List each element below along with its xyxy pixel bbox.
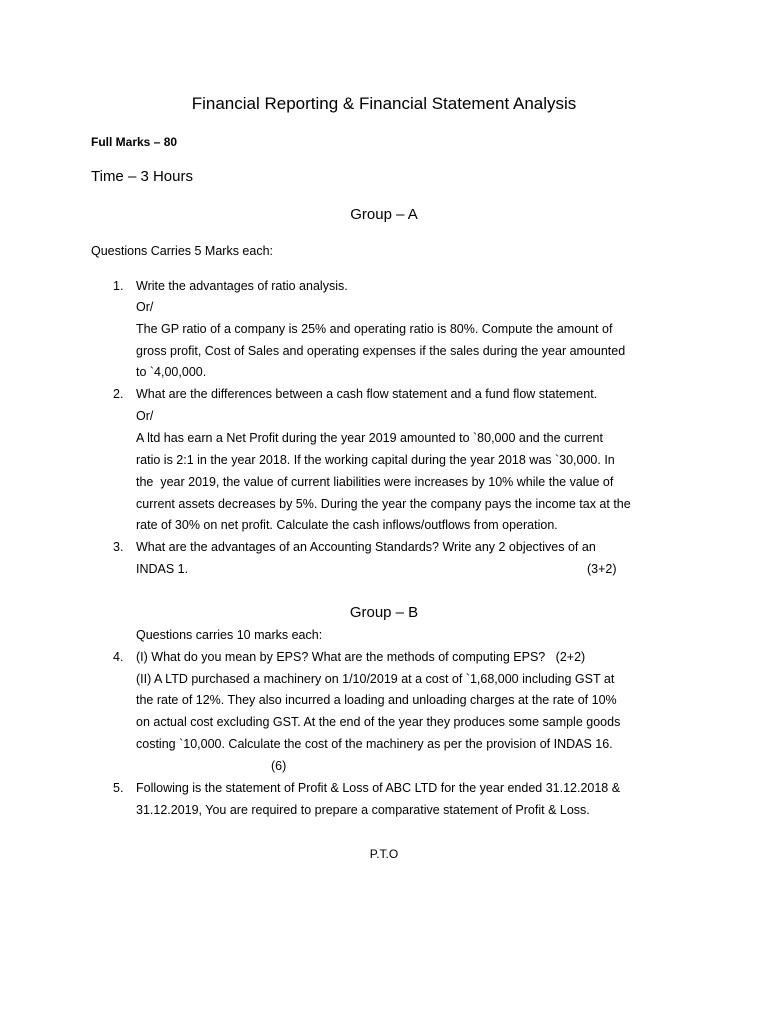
question-line: the rate of 12%. They also incurred a loading and unloading charges at the rate of 10% — [136, 693, 617, 707]
question-number-4: 4. — [113, 650, 124, 664]
question-line: What are the differences between a cash flow statement and a fund flow statement. — [136, 387, 598, 401]
group-a-heading: Group – A — [350, 206, 418, 223]
question-line: the year 2019, the value of current liabilities were increases by 10% while the value of — [136, 475, 614, 489]
page-title: Financial Reporting & Financial Statement Analysis — [191, 94, 577, 113]
question-number-1: 1. — [113, 279, 124, 293]
question-number-5: 5. — [113, 781, 124, 795]
question-line: to `4,00,000. — [136, 365, 207, 379]
time-allowed: Time – 3 Hours — [91, 168, 193, 185]
pto-label: P.T.O — [369, 847, 399, 861]
question-line: What are the advantages of an Accounting Standards? Write any 2 objectives of an — [136, 540, 596, 554]
question-line: The GP ratio of a company is 25% and operating ratio is 80%. Compute the amount of — [136, 322, 613, 336]
question-line: Or/ — [136, 409, 154, 423]
question-line: A ltd has earn a Net Profit during the year 2019 amounted to `80,000 and the current — [136, 431, 603, 445]
question-line: costing `10,000. Calculate the cost of the machinery as per the provision of INDAS 16. — [136, 737, 613, 751]
group-b-instruction: Questions carries 10 marks each: — [136, 628, 323, 642]
question-line: gross profit, Cost of Sales and operating expenses if the sales during the year amounted — [136, 344, 626, 358]
question-line: Following is the statement of Profit & Loss of ABC LTD for the year ended 31.12.2018 & — [136, 781, 621, 795]
question-line: current assets decreases by 5%. During the year the company pays the income tax at the — [136, 497, 631, 511]
question-line: (II) A LTD purchased a machinery on 1/10/2019 at a cost of `1,68,000 including GST at — [136, 672, 615, 686]
question-number-3: 3. — [113, 540, 124, 554]
question-number-2: 2. — [113, 387, 124, 401]
question-line: ratio is 2:1 in the year 2018. If the working capital during the year 2018 was `30,000. In — [136, 453, 615, 467]
question-line: Or/ — [136, 300, 154, 314]
marks-allocation: (3+2) — [587, 562, 617, 576]
marks-allocation: (6) — [271, 759, 287, 773]
question-line: (I) What do you mean by EPS? What are the methods of computing EPS? (2+2) — [136, 650, 586, 664]
question-line: rate of 30% on net profit. Calculate the cash inflows/outflows from operation. — [136, 518, 558, 532]
question-line: on actual cost excluding GST. At the end of the year they produces some sample goods — [136, 715, 621, 729]
group-b-heading: Group – B — [349, 604, 419, 621]
question-line: Write the advantages of ratio analysis. — [136, 279, 348, 293]
full-marks: Full Marks – 80 — [91, 135, 178, 149]
group-a-instruction: Questions Carries 5 Marks each: — [91, 244, 274, 258]
question-line: INDAS 1. — [136, 562, 189, 576]
question-line: 31.12.2019, You are required to prepare a comparative statement of Profit & Loss. — [136, 803, 590, 817]
